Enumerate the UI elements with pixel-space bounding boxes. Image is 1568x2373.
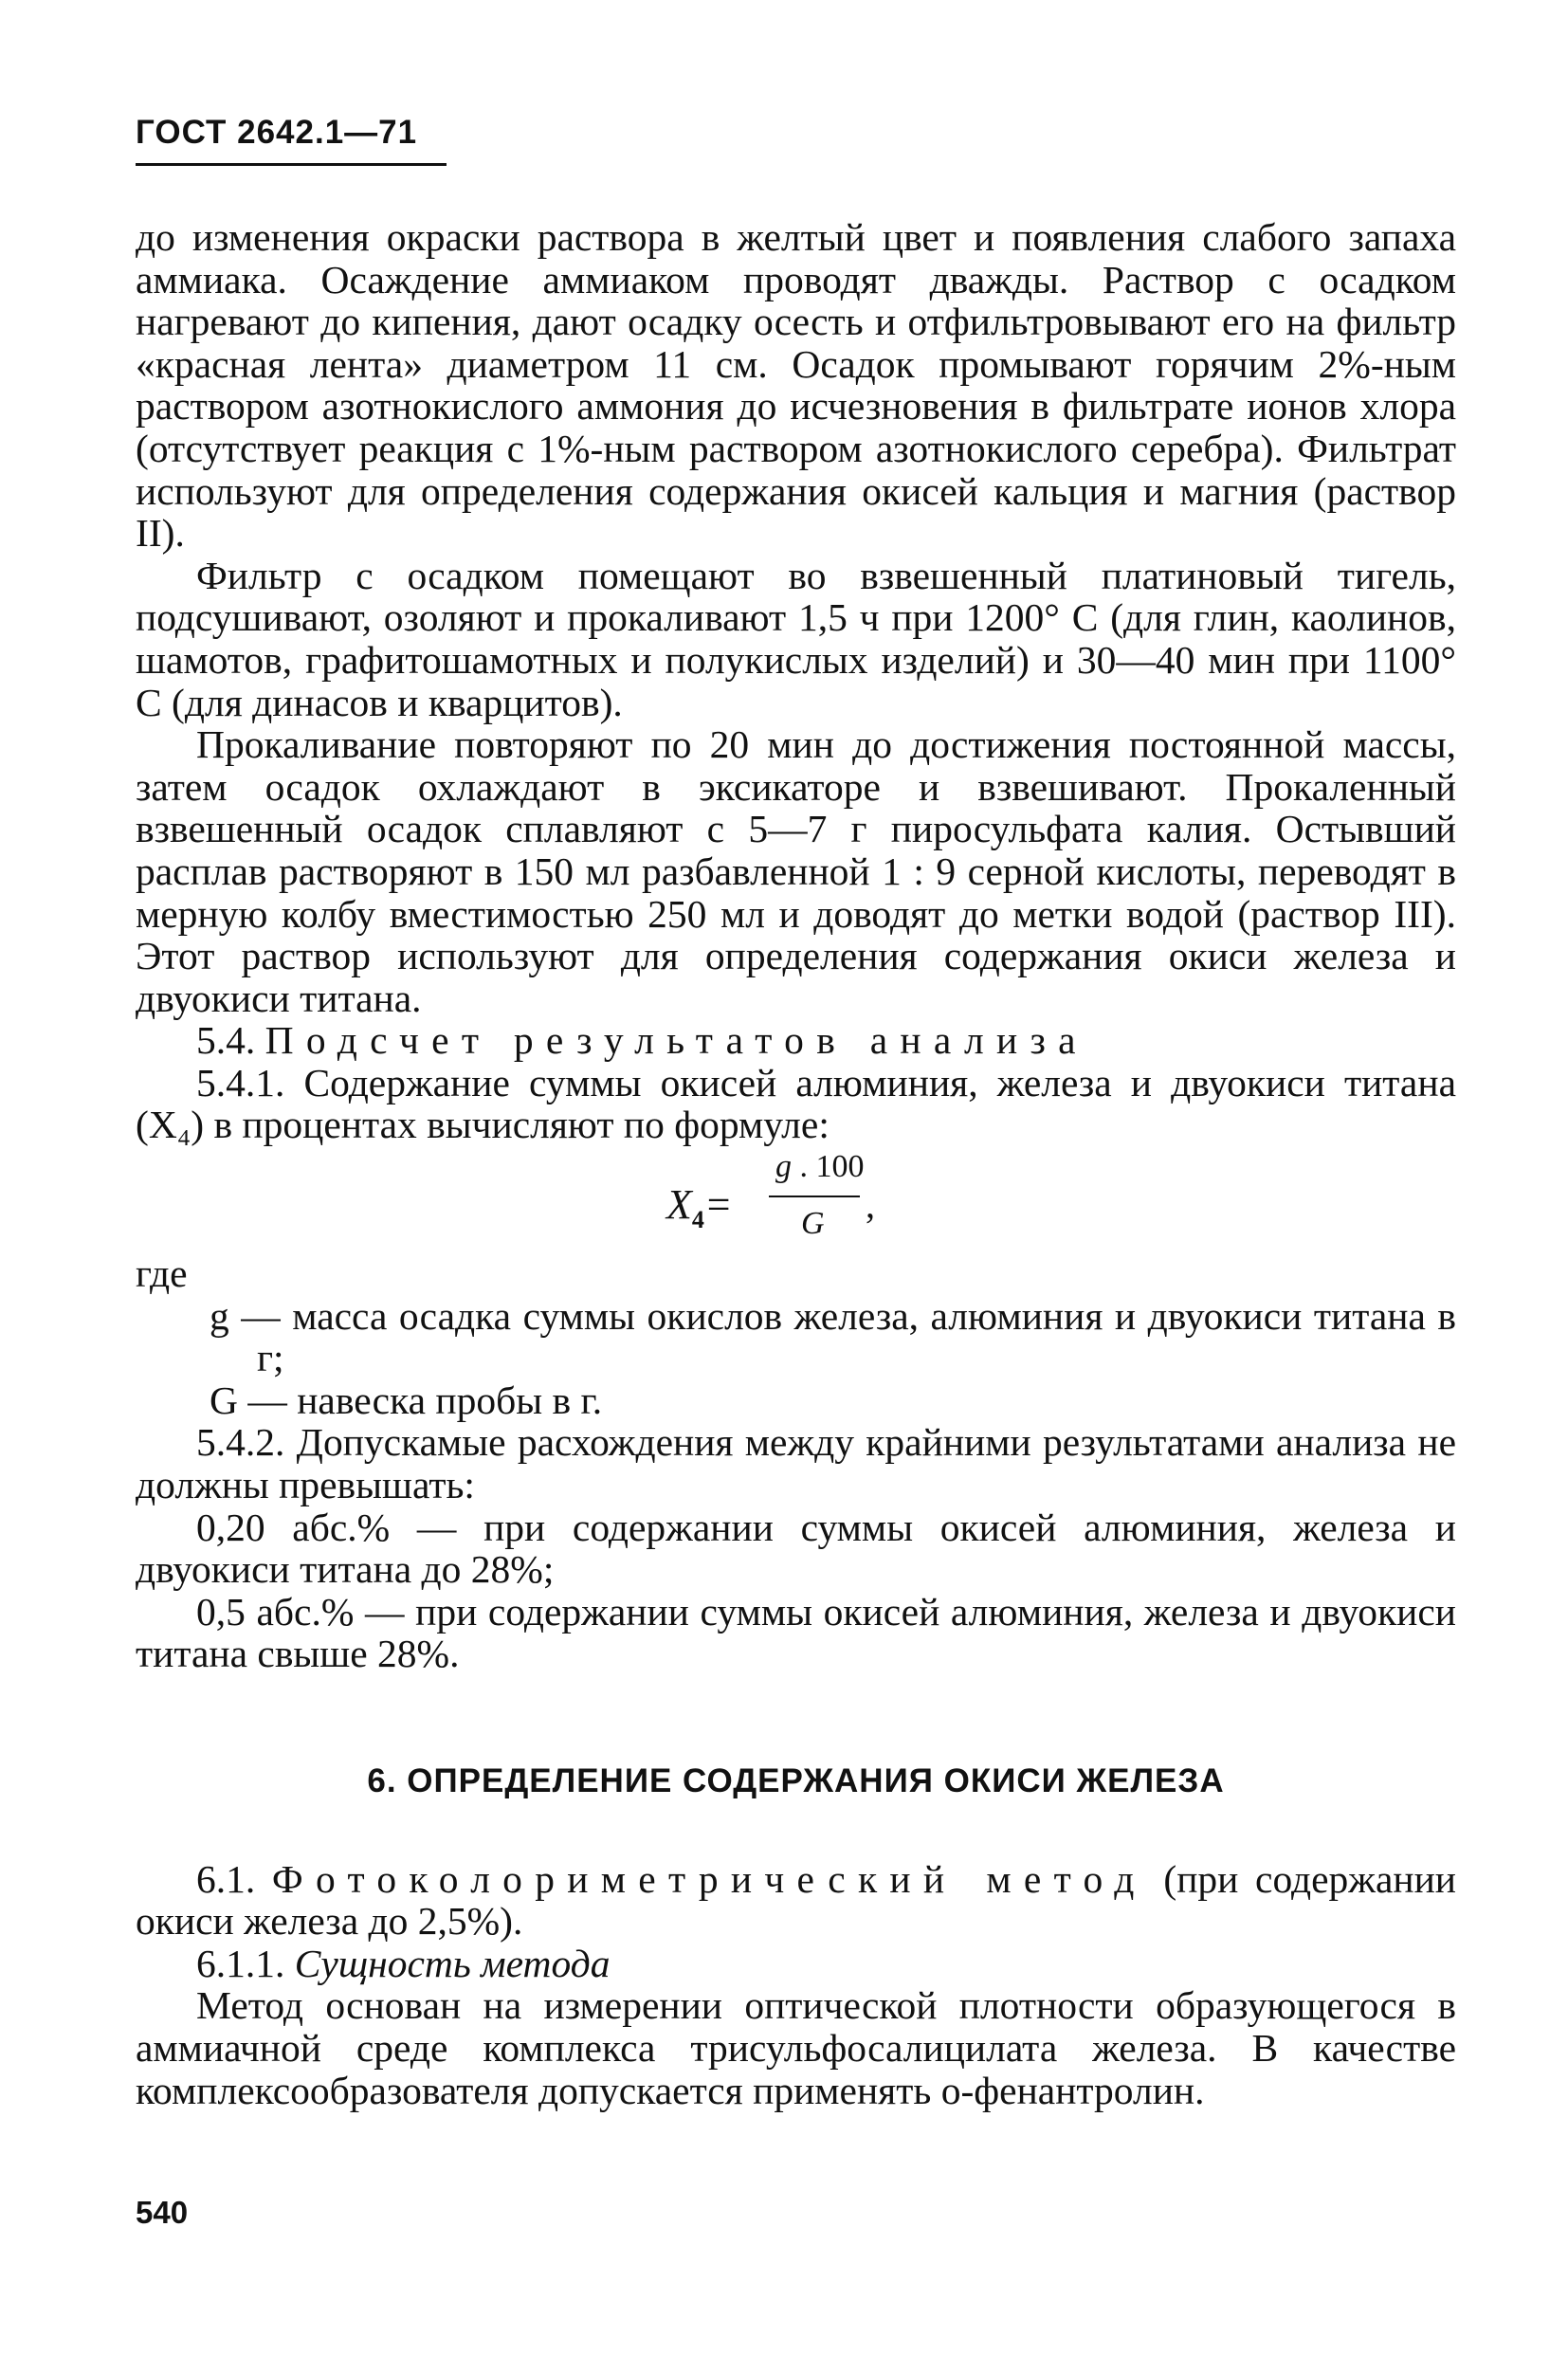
paragraph-5-4-1: 5.4.1. Содержание суммы окисей алюминия, железа и двуокиси титана (X₄) в процентах вычисляют по формуле: xyxy=(136,1060,1456,1147)
paragraph-precipitation: до изменения окраски раствора в желтый цвет и появления слабого запаха аммиака. Осаждение аммиаком проводят дважды. Раствор с осадком нагревают до кипения, дают осадку осесть и отфильтровывают его на фильтр «красная лента» диаметром 11 см. Осадок промывают горячим 2%-ным раствором азотнокислого аммония до исчезновения в фильтрате ионов хлора (отсутствует реакция с 1%-ным раствором азотнокислого серебра). Фильтрат используют для определения содержания окисей кальция и магния (раствор II). xyxy=(136,215,1456,556)
paragraph-method-essence: Метод основан на измерении оптической плотности образующегося в аммиачной среде комплекса трисульфосалицилата железа. В качестве комплексообразователя допускается применять о-фенантролин. xyxy=(136,1983,1456,2112)
section-6-1-number: 6.1. xyxy=(196,1856,256,1901)
formula-lhs: $X_4=$ xyxy=(666,1181,733,1233)
section-6-1-heading xyxy=(136,1858,1456,1943)
paragraph-filter-calcination: Фильтр с осадком помещают во взвешенный платиновый тигель, подсушивают, озоляют и прокаливают 1,5 ч при 1200° С (для глин, каолинов, шамотов, графитошамотных и полукислых изделий) и 30—40 мин при 1100° С (для динасов и кварцитов). xyxy=(136,553,1456,724)
formula-numerator: g . 100 xyxy=(775,1149,865,1185)
formula-x4 xyxy=(136,1146,1456,1252)
page-body xyxy=(136,216,1456,2111)
section-6-1-1-heading xyxy=(136,1943,1456,1985)
tolerance-over-28: 0,5 абс.% — при содержании суммы окисей алюминия, железа и двуокиси титана свыше 28%. xyxy=(136,1589,1456,1676)
section-5-4-title: Подсчет результатов анализа xyxy=(264,1018,1088,1063)
tolerance-up-to-28: 0,20 абс.% — при содержании суммы окисей алюминия, железа и двуокиси титана до 28%; xyxy=(136,1505,1456,1592)
standard-header: ГОСТ 2642.1—71 xyxy=(136,114,447,166)
section-6-1-title: Фотоколориметрический метод xyxy=(271,1856,1147,1901)
formula-denominator: G xyxy=(801,1206,825,1242)
paragraph-fusion: Прокаливание повторяют по 20 мин до достижения постоянной массы, затем осадок охлаждают в эксикаторе и взвешивают. Прокаленный взвешенный осадок сплавляют с 5—7 г пиросульфата калия. Остывший расплав растворяют в 150 мл разбавленной 1 : 9 серной кислоты, переводят в мерную колбу вместимостью 250 мл и доводят до метки водой (раствор III). Этот раствор используют для определения содержания окиси железа и двуокиси титана. xyxy=(136,722,1456,1020)
section-6-title: 6. ОПРЕДЕЛЕНИЕ СОДЕРЖАНИЯ ОКИСИ ЖЕЛЕЗА xyxy=(367,1762,1225,1799)
formula-fraction-bar xyxy=(769,1196,860,1197)
section-6-1-1-title: Сущность метода xyxy=(294,1941,611,1985)
section-5-4-heading xyxy=(136,1019,1456,1062)
section-6-1-scope: (при содержании окиси железа до 2,5%). xyxy=(136,1856,1457,1944)
where-label: где xyxy=(136,1251,188,1296)
definition-G: G — навеска пробы в г. xyxy=(210,1378,603,1422)
page-number: 540 xyxy=(136,2195,189,2230)
definition-g: g — масса осадка суммы окислов железа, алюминия и двуокиси титана в г; xyxy=(210,1293,1456,1380)
section-6-1-1-number: 6.1.1. xyxy=(196,1941,285,1985)
section-5-4-number: 5.4. xyxy=(196,1018,256,1063)
formula-comma: , xyxy=(866,1183,875,1227)
paragraph-5-4-2: 5.4.2. Допускамые расхождения между крайними результатами анализа не должны превышать: xyxy=(136,1420,1456,1507)
